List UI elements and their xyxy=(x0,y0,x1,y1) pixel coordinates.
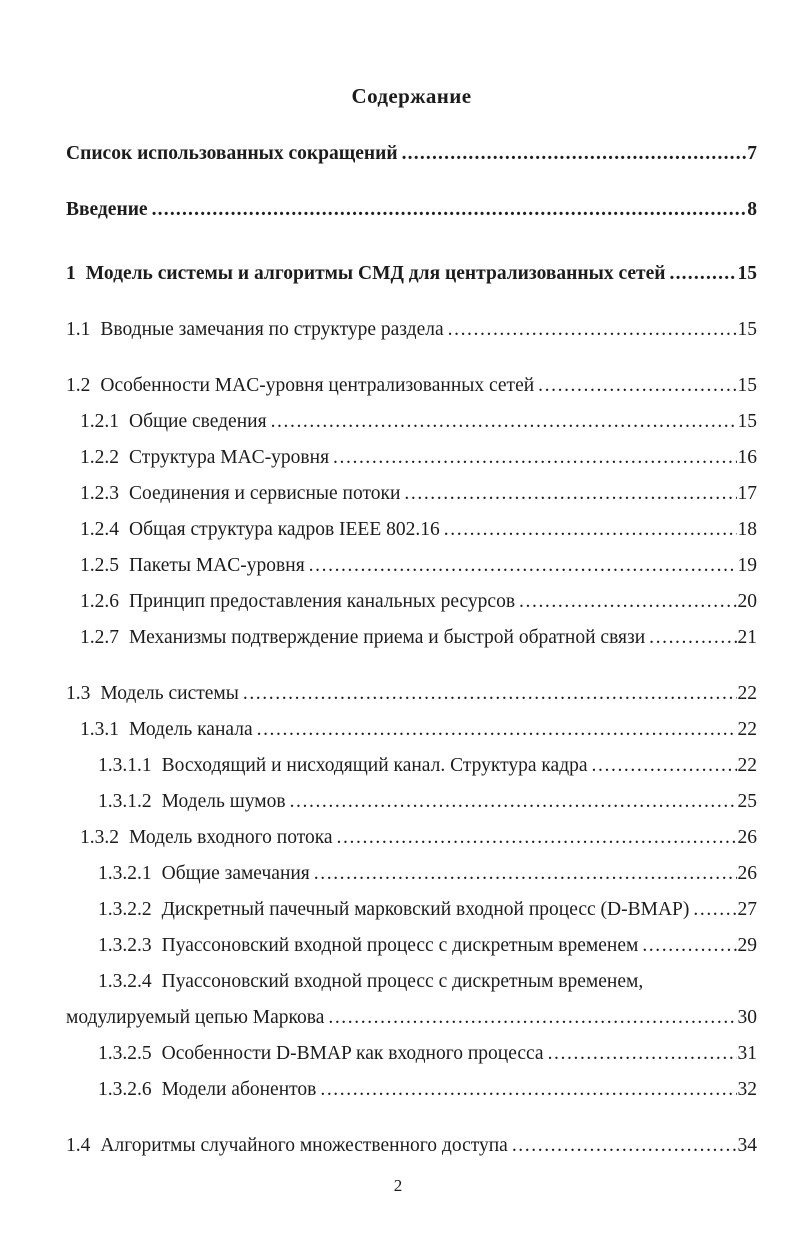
toc-entry-label: Модель канала xyxy=(129,719,253,740)
toc-entry-label: Особенности D-BMAP как входного процесса xyxy=(161,1043,544,1064)
toc-entry-label: Пуассоновский входной процесс с дискретным временем xyxy=(161,935,639,956)
toc-entry-page: 8 xyxy=(747,199,757,220)
toc-entry xyxy=(66,376,757,396)
toc-entry-number: 1.3.2 xyxy=(80,827,119,848)
toc-entry xyxy=(66,756,757,776)
toc-entry-number: 1.3.1.2 xyxy=(98,791,152,812)
toc-entry xyxy=(66,592,757,612)
toc-entry-page: 22 xyxy=(737,719,757,740)
toc-entry-page: 17 xyxy=(737,483,757,504)
toc-entry xyxy=(66,864,757,884)
toc-entry-label: Общие замечания xyxy=(161,863,310,884)
toc-entry-label: Соединения и сервисные потоки xyxy=(129,483,401,504)
toc-entry xyxy=(66,264,757,284)
dot-leader-icon xyxy=(328,1008,736,1028)
toc-entry-number: 1.2 xyxy=(66,375,91,396)
dot-leader-icon xyxy=(512,1136,737,1156)
toc-entry-page: 26 xyxy=(737,827,757,848)
toc-entry-page: 26 xyxy=(737,863,757,884)
toc-entry xyxy=(66,720,757,740)
toc-entry-number: 1.2.6 xyxy=(80,591,119,612)
toc-entry xyxy=(66,556,757,576)
toc-entry xyxy=(66,628,757,648)
toc-entry-number: 1.3.1 xyxy=(80,719,119,740)
table-of-contents xyxy=(66,144,757,1156)
toc-entry-page: 15 xyxy=(737,411,757,432)
toc-entry-label: Алгоритмы случайного множественного доступа xyxy=(100,1135,508,1156)
dot-leader-icon xyxy=(642,936,736,956)
toc-entry-number: 1.3.2.1 xyxy=(98,863,152,884)
toc-entry xyxy=(66,684,757,704)
toc-entry-label: Введение xyxy=(66,199,148,220)
toc-entry xyxy=(66,1008,757,1028)
toc-entry-label: Общие сведения xyxy=(129,411,267,432)
dot-leader-icon xyxy=(538,376,736,396)
page-title: Содержание xyxy=(351,84,472,108)
toc-entry-page: 22 xyxy=(737,755,757,776)
toc-entry xyxy=(66,144,757,164)
dot-leader-icon xyxy=(404,484,736,504)
toc-entry-page: 30 xyxy=(737,1007,757,1028)
toc-entry-label: Особенности MAC-уровня централизованных сетей xyxy=(100,375,535,396)
dot-leader-icon xyxy=(670,264,737,284)
dot-leader-icon xyxy=(333,448,736,468)
dot-leader-icon xyxy=(152,200,747,220)
toc-entry-number: 1.3.2.3 xyxy=(98,935,152,956)
toc-entry-label: Принцип предоставления канальных ресурсов xyxy=(129,591,516,612)
toc-entry-label: Структура MAC-уровня xyxy=(129,447,330,468)
toc-entry-page: 21 xyxy=(737,627,757,648)
toc-entry-number: 1 xyxy=(66,263,76,284)
toc-entry xyxy=(66,320,757,340)
dot-leader-icon xyxy=(693,900,736,920)
dot-leader-icon xyxy=(448,320,737,340)
toc-entry xyxy=(66,448,757,468)
toc-entry-page: 19 xyxy=(737,555,757,576)
toc-entry-number: 1.3.2.6 xyxy=(98,1079,152,1100)
toc-entry-label: Восходящий и нисходящий канал. Структура кадра xyxy=(161,755,588,776)
toc-entry-page: 27 xyxy=(737,899,757,920)
dot-leader-icon xyxy=(592,756,737,776)
toc-entry-number: 1.2.2 xyxy=(80,447,119,468)
toc-entry xyxy=(66,1080,757,1100)
footer-page-number: 2 xyxy=(393,1176,403,1195)
toc-entry-page: 31 xyxy=(737,1043,757,1064)
toc-entry xyxy=(66,936,757,956)
toc-entry-page: 22 xyxy=(737,683,757,704)
toc-entry-label: Дискретный пачечный марковский входной процесс (D-BMAP) xyxy=(161,899,690,920)
toc-entry-page: 15 xyxy=(737,319,757,340)
dot-leader-icon xyxy=(402,144,747,164)
toc-entry-number: 1.1 xyxy=(66,319,91,340)
toc-entry-number: 1.3.2.5 xyxy=(98,1043,152,1064)
toc-entry-label: Модели абонентов xyxy=(161,1079,317,1100)
dot-leader-icon xyxy=(548,1044,737,1064)
toc-entry xyxy=(66,484,757,504)
toc-entry xyxy=(66,1044,757,1064)
toc-entry-page: 25 xyxy=(737,791,757,812)
toc-entry-page: 34 xyxy=(737,1135,757,1156)
toc-entry-page: 15 xyxy=(737,263,757,284)
dot-leader-icon xyxy=(519,592,736,612)
toc-entry-label: Модель шумов xyxy=(161,791,286,812)
toc-entry-label: модулируемый цепью Маркова xyxy=(66,1007,325,1028)
toc-entry-number: 1.2.1 xyxy=(80,411,119,432)
dot-leader-icon xyxy=(290,792,737,812)
toc-entry-page: 32 xyxy=(737,1079,757,1100)
toc-entry-label: Модель системы xyxy=(100,683,239,704)
dot-leader-icon xyxy=(444,520,737,540)
toc-entry xyxy=(66,412,757,432)
toc-entry-page: 18 xyxy=(737,519,757,540)
dot-leader-icon xyxy=(649,628,736,648)
toc-entry xyxy=(66,200,757,220)
toc-entry xyxy=(66,520,757,540)
toc-entry-page: 16 xyxy=(737,447,757,468)
toc-entry-number: 1.3.2.2 xyxy=(98,899,152,920)
toc-entry-number: 1.2.7 xyxy=(80,627,119,648)
dot-leader-icon xyxy=(314,864,737,884)
toc-entry xyxy=(66,828,757,848)
toc-entry-page: 15 xyxy=(737,375,757,396)
toc-entry-label: Список использованных сокращений xyxy=(66,143,398,164)
dot-leader-icon xyxy=(309,556,737,576)
toc-entry-label: Модель входного потока xyxy=(129,827,333,848)
toc-entry-number: 1.3 xyxy=(66,683,91,704)
toc-entry-label: Вводные замечания по структуре раздела xyxy=(100,319,444,340)
toc-entry-label: Пуассоновский входной процесс с дискретным временем, xyxy=(161,971,644,992)
toc-entry-number: 1.2.4 xyxy=(80,519,119,540)
toc-entry-label: Механизмы подтверждение приема и быстрой обратной связи xyxy=(129,627,646,648)
toc-entry-number: 1.3.1.1 xyxy=(98,755,152,776)
dot-leader-icon xyxy=(271,412,737,432)
toc-entry-page: 29 xyxy=(737,935,757,956)
toc-entry-number: 1.4 xyxy=(66,1135,91,1156)
dot-leader-icon xyxy=(320,1080,736,1100)
toc-entry-number: 1.3.2.4 xyxy=(98,971,152,992)
toc-entry xyxy=(66,972,757,992)
toc-entry-label: Пакеты MAC-уровня xyxy=(129,555,305,576)
toc-entry-label: Общая структура кадров IEEE 802.16 xyxy=(129,519,440,540)
toc-entry-label: Модель системы и алгоритмы СМД для централизованных сетей xyxy=(85,263,666,284)
toc-entry-number: 1.2.5 xyxy=(80,555,119,576)
toc-entry-page: 7 xyxy=(747,143,757,164)
toc-entry-page: 20 xyxy=(737,591,757,612)
toc-entry xyxy=(66,1136,757,1156)
dot-leader-icon xyxy=(337,828,737,848)
toc-entry xyxy=(66,792,757,812)
toc-entry xyxy=(66,900,757,920)
dot-leader-icon xyxy=(257,720,737,740)
toc-entry-number: 1.2.3 xyxy=(80,483,119,504)
dot-leader-icon xyxy=(243,684,737,704)
